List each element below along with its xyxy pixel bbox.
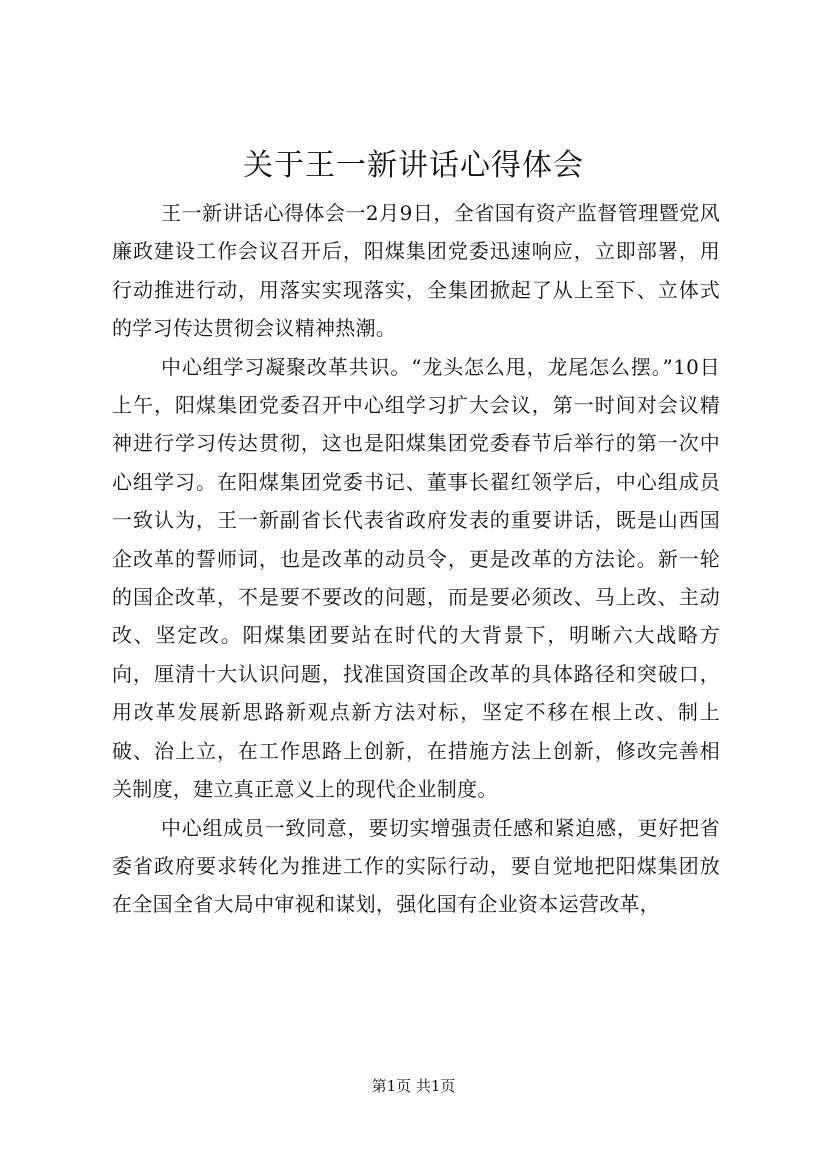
paragraph: 中心组学习凝聚改革共识。“龙头怎么甩，龙尾怎么摆。”10日上午，阳煤集团党委召开中心组学习扩大会议，第一时间对会议精神进行学习传达贯彻，这也是阳煤集团党委春节后举行的第一次中心组学习。在阳煤集团党委书记、董事长翟红领学后，中心组成员一致认为，王一新副省长代表省政府发表的重要讲话，既是山西国企改革的誓师词，也是改革的动员令，更是改革的方法论。新一轮的国企改革，不是要不要改的问题，而是要必须改、马上改、主动改、坚定改。阳煤集团要站在时代的大背景下，明晰六大战略方向，厘清十大认识问题，找准国资国企改革的具体路径和突破口，用改革发展新思路新观点新方法对标，坚定不移在根上改、制上破、治上立，在工作思路上创新，在措施方法上创新，修改完善相关制度，建立真正意义上的现代企业制度。: [112, 354, 720, 802]
page-number: 第1页 共1页: [371, 1077, 456, 1095]
page-footer: [0, 1076, 827, 1096]
paragraph: 王一新讲话心得体会一2月9日，全省国有资产监督管理暨党风廉政建设工作会议召开后，阳煤集团党委迅速响应，立即部署，用行动推进行动，用落实实现落实，全集团掀起了从上至下、立体式的学习传达贯彻会议精神热潮。: [112, 201, 720, 341]
document-body: [112, 194, 720, 924]
paragraph: 中心组成员一致同意，要切实增强责任感和紧迫感，更好把省委省政府要求转化为推进工作的实际行动，要自觉地把阳煤集团放在全国全省大局中审视和谋划，强化国有企业资本运营改革，: [112, 815, 720, 917]
document-title: 关于王一新讲话心得体会: [243, 148, 584, 183]
